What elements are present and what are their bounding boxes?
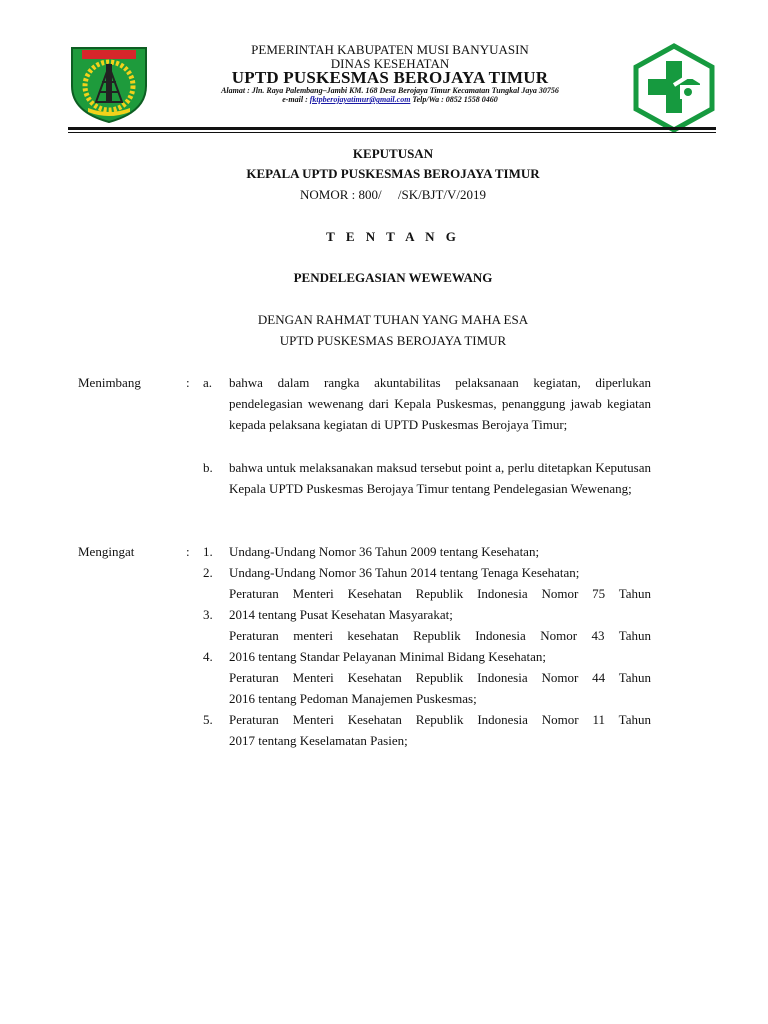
decree-title: KEPUTUSAN [352, 146, 434, 161]
mengingat-line: Undang-Undang Nomor 36 Tahun 2014 tentang Tenaga Kesehatan; [229, 565, 580, 580]
header-address: Alamat : Jln. Raya Palembang–Jambi KM. 168 Desa Berojaya Timur Kecamatan Tungkal Jaya 30756 [221, 86, 559, 95]
regency-seal-logo [66, 42, 152, 124]
mengingat-marker-5: 5. [203, 712, 213, 727]
mengingat-marker-4: 4. [203, 649, 213, 664]
mengingat-line: Peraturan Menteri Kesehatan Republik Indonesia Nomor 44 Tahun [229, 670, 651, 685]
mengingat-colon: : [186, 544, 190, 559]
phone-text: Telp/Wa : 0852 1558 0460 [410, 95, 498, 104]
mengingat-line: 2016 tentang Pedoman Manajemen Puskesmas; [229, 691, 477, 706]
email-prefix: e-mail : [282, 95, 310, 104]
menimbang-item-a: bahwa dalam rangka akuntabilitas pelaksanaan kegiatan, diperlukan pendelegasian wewenang dari Kepala Puskesmas, penanggung jawab kegiatan kepada pelaksana kegiatan di UPTD Puskesmas Berojaya Timur; [229, 375, 651, 432]
email-link[interactable]: fktpberojayatimur@gmail.com [309, 95, 411, 104]
regency-seal-icon [66, 42, 152, 124]
mengingat-marker-1: 1. [203, 544, 213, 559]
mengingat-line: 2016 tentang Standar Pelayanan Minimal Bidang Kesehatan; [229, 649, 546, 664]
decree-issuer: KEPALA UPTD PUSKESMAS BEROJAYA TIMUR [246, 166, 540, 181]
mengingat-line: Peraturan menteri kesehatan Republik Indonesia Nomor 43 Tahun [229, 628, 651, 643]
header-contact [180, 95, 600, 104]
mengingat-label: Mengingat [78, 544, 135, 559]
header-divider-thick [68, 127, 716, 130]
header-divider-thin [68, 132, 716, 133]
menimbang-colon: : [186, 375, 190, 390]
mengingat-line: 2017 tentang Keselamatan Pasien; [229, 733, 408, 748]
menimbang-label: Menimbang [78, 375, 141, 390]
about-heading: T E N T A N G [326, 229, 460, 244]
decree-subject: PENDELEGASIAN WEWEWANG [293, 270, 493, 285]
grace-statement: DENGAN RAHMAT TUHAN YANG MAHA ESA [257, 312, 529, 327]
menimbang-marker-a: a. [203, 375, 213, 390]
menimbang-item-b: bahwa untuk melaksanakan maksud tersebut point a, perlu ditetapkan Keputusan Kepala UPTD Puskesmas Berojaya Timur tentang Pendelegasian Wewenang; [229, 460, 651, 496]
header-government: PEMERINTAH KABUPATEN MUSI BANYUASIN [251, 42, 529, 57]
header-department: DINAS KESEHATAN [330, 56, 450, 71]
menimbang-marker-b: b. [203, 460, 213, 475]
grace-institution: UPTD PUSKESMAS BEROJAYA TIMUR [279, 333, 507, 348]
health-cross-icon [632, 43, 716, 133]
mengingat-marker-3: 3. [203, 607, 213, 622]
header-institution: UPTD PUSKESMAS BEROJAYA TIMUR [231, 68, 549, 87]
mengingat-line: Peraturan Menteri Kesehatan Republik Indonesia Nomor 75 Tahun [229, 586, 651, 601]
mengingat-line: 2014 tentang Pusat Kesehatan Masyarakat; [229, 607, 453, 622]
mengingat-marker-2: 2. [203, 565, 213, 580]
mengingat-line: Peraturan Menteri Kesehatan Republik Indonesia Nomor 11 Tahun [229, 712, 651, 727]
decree-number: NOMOR : 800/ /SK/BJT/V/2019 [300, 187, 486, 202]
puskesmas-logo [632, 43, 716, 133]
mengingat-line: Undang-Undang Nomor 36 Tahun 2009 tentang Kesehatan; [229, 544, 540, 559]
